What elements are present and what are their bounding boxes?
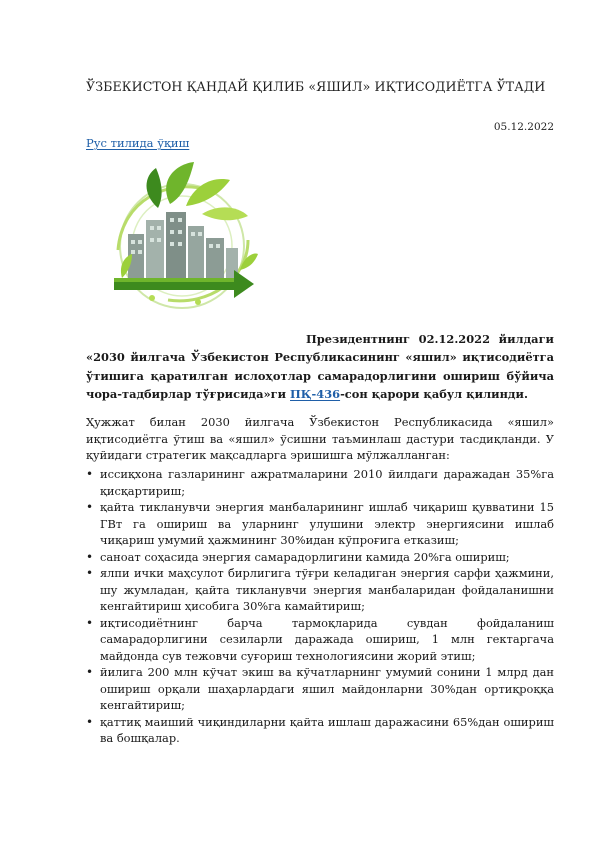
goals-list (86, 466, 554, 747)
list-item: • иссиқхона газларининг ажратмаларини 2010 йилдаги даражадан 35%га қисқартириш; (86, 466, 554, 499)
lead-text-end: -сон қарори қабул қилинди. (340, 387, 528, 402)
list-item: • саноат соҳасида энергия самарадорлигини камида 20%га ошириш; (86, 549, 554, 566)
article-date: 05.12.2022 (493, 121, 554, 133)
list-item: • қаттиқ маиший чиқиндиларни қайта ишлаш даражасини 65%дан ошириш ва бошқалар. (86, 714, 554, 747)
lead-text-start: Президентнинг 02.12.2022 йилдаги «2030 йилгача Ўзбекистон Республикасининг «яшил» иқтисодиётга ўтишига қаратилган ислоҳотлар самарадорлигини ошириш бўйича чора-тадбирлар тўғрисида»ги (86, 332, 554, 402)
article-title: ЎЗБЕКИСТОН ҚАНДАЙ ҚИЛИБ «ЯШИЛ» ИҚТИСОДИЁТГА ЎТАДИ (86, 79, 546, 94)
list-item: • йилига 200 млн кўчат экиш ва кўчатларнинг умумий сонини 1 млрд дан ошириш орқали шаҳарлардаги яшил майдонларни 30%дан ортиқроққа кенгайтириш; (86, 664, 554, 714)
read-in-russian-link[interactable]: Рус тилида ўқиш (86, 136, 190, 150)
intro-paragraph: Ҳужжат билан 2030 йилгача Ўзбекистон Республикасида «яшил» иқтисодиётга ўтиш ва «яшил» ўсишни таъминлаш дастури тасдиқланди. У қуйидаги стратегик мақсадларга эришишга мўлжалланган: (86, 415, 554, 462)
list-item: • қайта тикланувчи энергия манбаларининг ишлаб чиқариш қувватини 15 ГВт га ошириш ва уларнинг улушини электр энергиясини ишлаб чиқариш умумий ҳажмининг 30%идан кўпроғига етказиш; (86, 499, 554, 549)
list-item: • ялпи ички маҳсулот бирлигига тўғри келадиган энергия сарфи ҳажмини, шу жумладан, қайта тикланувчи энергия манбаларидан фойдаланишни кенгайтириш ҳисобига 30%га камайтириш; (86, 565, 554, 615)
decree-link[interactable]: ПҚ-436 (290, 387, 341, 402)
list-item: • иқтисодиётнинг барча тармоқларида сувдан фойдаланиш самарадорлигини сезиларли даражада ошириш, 1 млн гектаргача майдонда сув тежовчи суғориш технологиясини жорий этиш; (86, 615, 554, 665)
green-city-eco-icon (98, 160, 262, 310)
lead-paragraph (86, 330, 554, 404)
